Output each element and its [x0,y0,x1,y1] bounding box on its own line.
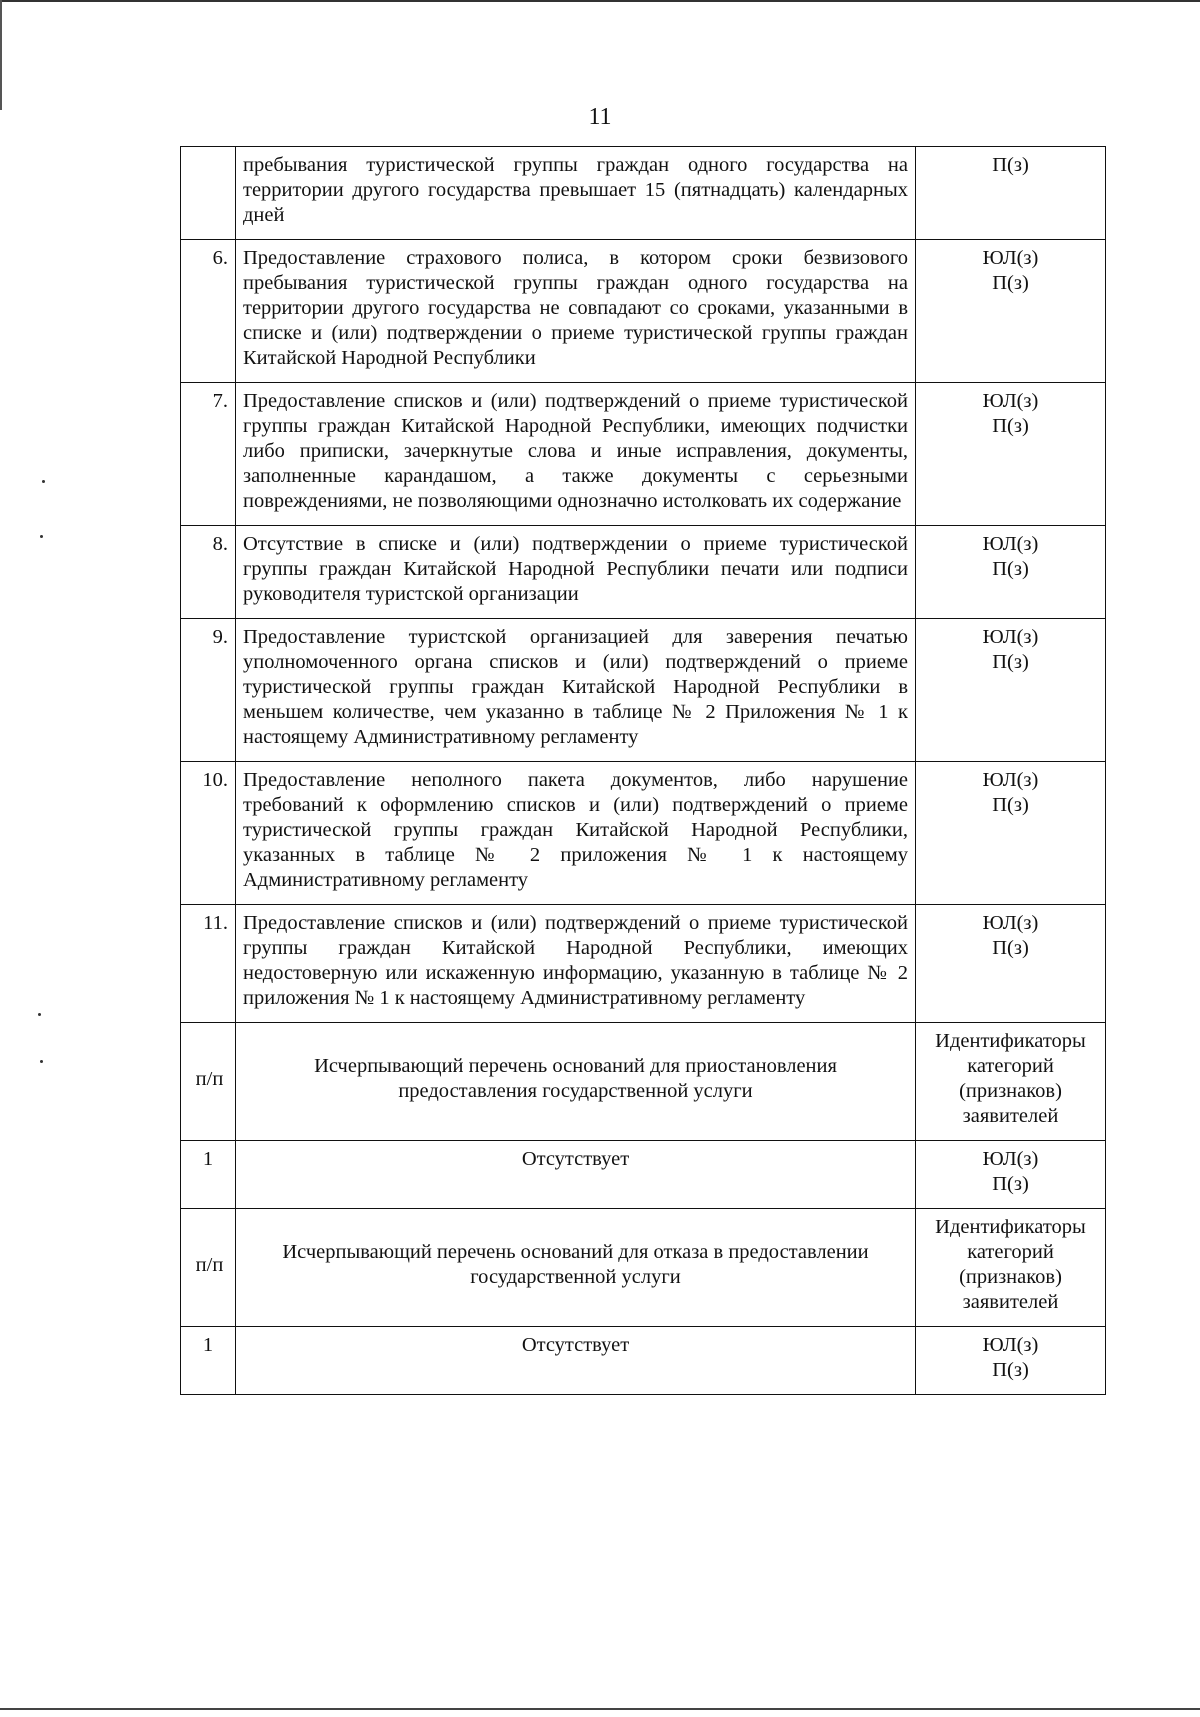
applicant-code: П(з) [992,154,1029,176]
row-text: Предоставление неполного пакета документов, либо нарушение требований к оформлению списков и (или) подтверждений о приеме туристической группы граждан Китайской Народной Республики, указанных в таблице № 2 приложения № 1 к настоящему Административному регламенту [236,762,916,905]
row-codes [916,147,1106,240]
row-number: 10. [181,762,236,905]
row-text: пребывания туристической группы граждан одного государства на территории другого государства превышает 15 (пятнадцать) календарных дней [236,147,916,240]
scan-edge-bottom [0,1708,1200,1710]
scan-speck [42,480,45,483]
row-codes [916,383,1106,526]
row-codes [916,240,1106,383]
row-codes [916,1141,1106,1209]
row-text: Предоставление списков и (или) подтверждений о приеме туристической группы граждан Китайской Народной Республики, имеющих подчистки либо приписки, зачеркнутые слова и иные исправления, документы, заполненные карандашом, а также документы с серьезными повреждениями, не позволяющими однозначно истолковать их содержание [236,383,916,526]
suspension-header-row [181,1023,1106,1141]
applicant-code: П(з) [992,794,1029,816]
row-codes [916,619,1106,762]
applicant-code: ЮЛ(з) [982,626,1039,648]
applicant-code: ЮЛ(з) [982,390,1039,412]
applicant-code: П(з) [992,558,1029,580]
row-text: Отсутствие в списке и (или) подтверждении о приеме туристической группы граждан Китайской Народной Республики печати или подписи руководителя туристской организации [236,526,916,619]
table-row [181,526,1106,619]
header-number: п/п [181,1209,236,1327]
row-number: 1 [181,1327,236,1395]
header-codes: Идентификаторы категорий (признаков) заявителей [916,1023,1106,1141]
row-text: Отсутствует [236,1327,916,1395]
applicant-code: ЮЛ(з) [982,247,1039,269]
header-number: п/п [181,1023,236,1141]
table-row [181,905,1106,1023]
table-row [181,240,1106,383]
applicant-code: П(з) [992,272,1029,294]
page-number: 11 [588,104,612,130]
scan-edge-left [0,0,2,110]
applicant-code: П(з) [992,937,1029,959]
grounds-table-body [181,147,1106,1395]
row-text: Предоставление страхового полиса, в котором сроки безвизового пребывания туристической группы граждан одного государства на территории другого государства не совпадают со сроками, указанными в списке и (или) подтверждении о приеме туристической группы граждан Китайской Народной Республики [236,240,916,383]
applicant-code: ЮЛ(з) [982,533,1039,555]
row-codes [916,762,1106,905]
applicant-code: ЮЛ(з) [982,912,1039,934]
table-row [181,383,1106,526]
row-codes [916,905,1106,1023]
row-codes [916,1327,1106,1395]
row-codes [916,526,1106,619]
header-text: Исчерпывающий перечень оснований для приостановления предоставления государственной услуги [236,1023,916,1141]
table-row [181,147,1106,240]
row-text: Предоставление туристской организацией для заверения печатью уполномоченного органа списков и (или) подтверждений о приеме туристической группы граждан Китайской Народной Республики в меньшем количестве, чем указанно в таблице № 2 Приложения № 1 к настоящему Административному регламенту [236,619,916,762]
scan-speck [40,535,43,538]
applicant-code: П(з) [992,1173,1029,1195]
row-number: 6. [181,240,236,383]
row-number [181,147,236,240]
header-codes: Идентификаторы категорий (признаков) заявителей [916,1209,1106,1327]
scan-speck [40,1060,43,1063]
row-text: Отсутствует [236,1141,916,1209]
row-number: 8. [181,526,236,619]
suspension-row [181,1141,1106,1209]
header-text: Исчерпывающий перечень оснований для отказа в предоставлении государственной услуги [236,1209,916,1327]
row-text: Предоставление списков и (или) подтверждений о приеме туристической группы граждан Китайской Народной Республики, имеющих недостоверную или искаженную информацию, указанную в таблице № 2 приложения № 1 к настоящему Административному регламенту [236,905,916,1023]
applicant-code: ЮЛ(з) [982,1148,1039,1170]
row-number: 9. [181,619,236,762]
row-number: 7. [181,383,236,526]
scan-edge-top [0,0,1200,2]
applicant-code: П(з) [992,651,1029,673]
row-number: 11. [181,905,236,1023]
refusal-header-row [181,1209,1106,1327]
applicant-code: П(з) [992,1359,1029,1381]
table-row [181,762,1106,905]
row-number: 1 [181,1141,236,1209]
grounds-table [180,146,1106,1395]
applicant-code: ЮЛ(з) [982,769,1039,791]
scan-speck [38,1013,41,1016]
applicant-code: ЮЛ(з) [982,1334,1039,1356]
table-row [181,619,1106,762]
refusal-row [181,1327,1106,1395]
applicant-code: П(з) [992,415,1029,437]
